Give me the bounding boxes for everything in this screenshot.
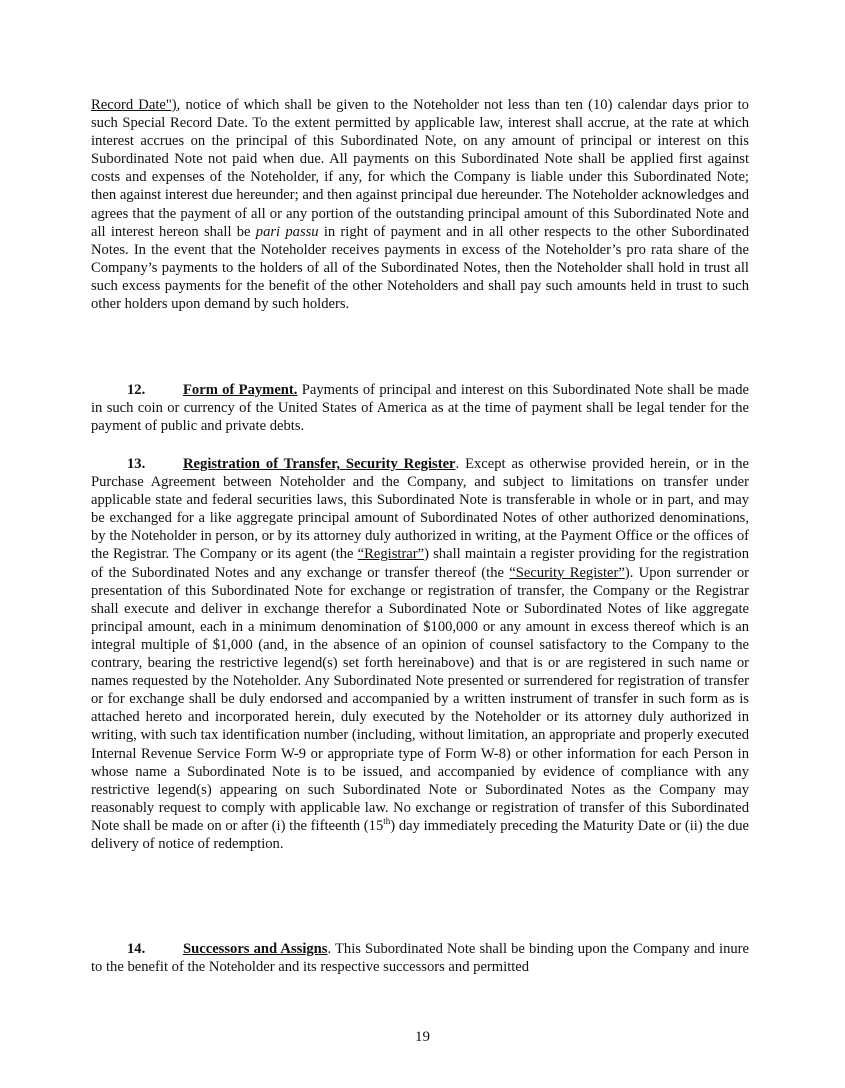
continuation-text: , notice of which shall be given to the Noteholder not less than ten (10) calendar days prior to such Special Record Date. To the extent permitted by applicable law, interest shall accrue, at the rate at which interest accrues on the principal of this Subordinated Note, on any amount of principal or interest on this Subordinated Note not paid when due. All payments on this Subordinated Note shall be applied first against costs and expenses of the Noteholder, if any, for which the Company is liable under this Subordinated Note; then against interest due hereunder; and then against principal due hereunder. The Noteholder acknowledges and agrees that the payment of all or any portion of the outstanding principal amount of this Subordinated Note and all interest hereon shall be	[91, 97, 749, 240]
record-date-term: Record Date")	[91, 97, 177, 113]
section-13-text-2: ) shall maintain a register providing for the registration of the Subordinated Notes and any exchange or transfer thereof (the	[91, 546, 749, 581]
section-14-heading-period: .	[327, 941, 332, 957]
continuation-paragraph	[91, 96, 749, 313]
section-13-text-3: ). Upon surrender or presentation of this Subordinated Note for exchange or registration of transfer, the Company or the Registrar shall execute and deliver in exchange therefor a Subordinated Note or Subordinated Notes of like aggregate principal amount, each in a minimum denomination of $100,000 or any amount in excess thereof which is an integral multiple of $1,000 (and, in the absence of an opinion of counsel satisfactory to the Company to the contrary, bearing the restrictive legend(s) set forth hereinabove) and that is or are registered in such name or names requested by the Noteholder. Any Subordinated Note presented or surrendered for registration of transfer or for exchange shall be duly endorsed and accompanied by a written instrument of transfer in such form as is attached hereto and incorporated herein, duly executed by the Noteholder or its attorney duly authorized in writing, with such tax identification number (including, without limitation, an appropriate and properly executed Internal Revenue Service Form W-9 or appropriate type of Form W-8) or other information for each Person in whose name a Subordinated Note is to be issued, and accompanied by evidence of compliance with any restrictive legend(s) appearing on such Subordinated Note or Subordinated Notes as the Company may reasonably request to comply with applicable law. No exchange or registration of transfer of this Subordinated Note shall be made on or after (i) the fifteenth (15	[91, 564, 749, 834]
section-13-heading-period: .	[455, 456, 460, 472]
section-12-paragraph	[91, 381, 749, 435]
section-14-number: 14.	[127, 941, 146, 957]
registrar-term: “Registrar”	[357, 546, 425, 563]
section-12-number: 12.	[127, 382, 146, 398]
section-13-number: 13.	[127, 456, 146, 472]
section-12-heading: Form of Payment.	[183, 382, 298, 398]
continuation-text-after: in right of payment and in all other respects to the other Subordinated Notes. In the event that the Noteholder receives payments in excess of the Noteholder’s pro rata share of the Company’s payments to the holders of all of the Subordinated Notes, then the Noteholder shall hold in trust all such excess payments for the benefit of the other Noteholders and shall pay such amounts held in trust to such other holders upon demand by such holders.	[91, 223, 750, 313]
section-13-paragraph	[91, 455, 749, 853]
security-register-term: “Security Register”	[509, 564, 625, 581]
section-13-heading: Registration of Transfer, Security Register	[183, 456, 456, 472]
section-14-paragraph	[91, 940, 749, 976]
section-13-text-4: ) day immediately preceding the Maturity Date or (ii) the due delivery of notice of redemption.	[91, 817, 750, 852]
section-14-heading: Successors and Assigns	[183, 941, 328, 957]
ordinal-superscript: th	[383, 816, 391, 827]
pari-passu-term: pari passu	[255, 223, 319, 240]
page-number: 19	[415, 1029, 430, 1045]
section-12-text: Payments of principal and interest on this Subordinated Note shall be made in such coin or currency of the United States of America as at the time of payment shall be legal tender for the payment of public and private debts.	[91, 382, 749, 435]
section-13-text-1: Except as otherwise provided herein, or in the Purchase Agreement between Noteholder and the Company, and subject to limitations on transfer under applicable state and federal securities laws, this Subordinated Note is transferable in whole or in part, and may be exchanged for a like aggregate principal amount of Subordinated Notes of other authorized denominations, by the Noteholder in person, or by its attorney duly authorized in writing, at the Payment Office or the offices of the Registrar. The Company or its agent (the	[91, 456, 749, 563]
section-14-text: This Subordinated Note shall be binding upon the Company and inure to the benefit of the Noteholder and its respective successors and permitted	[91, 941, 750, 976]
